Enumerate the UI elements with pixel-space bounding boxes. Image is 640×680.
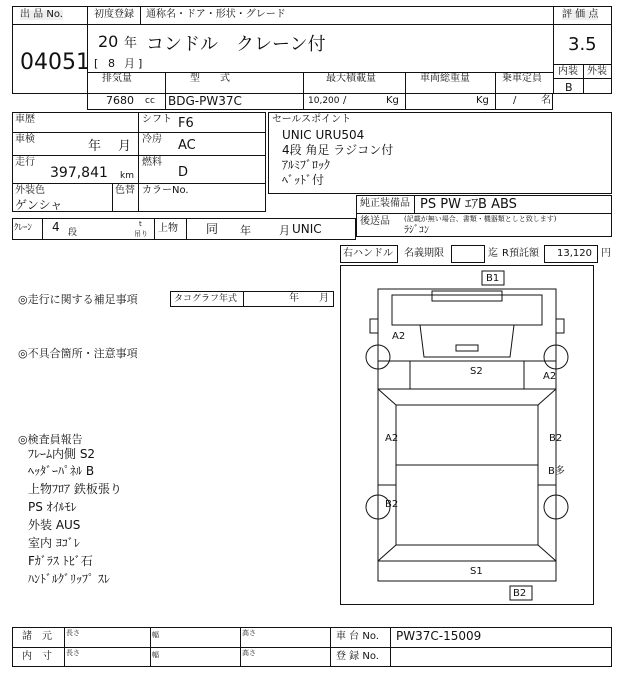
mount-year-unit: 年 [240,224,251,237]
body-corner-fr [538,389,556,405]
grade-divider [583,64,584,94]
gross-weight-unit: Kg [476,95,489,106]
details-block [12,112,266,212]
specs-top-line [87,72,553,73]
grade-label-line [553,78,612,79]
lot-label-line [12,24,87,25]
defects-label: ◎不具合箇所・注意事項 [18,347,138,360]
inspector-line-8: ﾊﾝﾄﾞﾙｸﾞﾘｯﾌﾟ ｽﾚ [28,572,110,586]
reg-label: 登 録 No. [336,651,379,662]
tacho-divider [243,291,244,307]
color-value: ゲンシャ [15,198,63,212]
front-bumper [392,295,542,325]
dims-width-label: 幅 [152,631,159,639]
damage-a2-right-front: A2 [543,371,557,382]
first-reg-year: 20 [98,32,119,51]
score-value: 3.5 [568,34,597,55]
crane-label: ｸﾚｰﾝ [14,223,33,233]
interior-grade: B [565,81,573,94]
crane-divider-1 [42,218,43,240]
crane-stage-unit: 段 [68,228,78,238]
aftermarket-note: (記載が無い場合、書類・機器類としと致します) [404,215,557,223]
damage-b2-rear: B2 [513,588,527,599]
specs-val-div-1 [165,94,166,110]
sent-label: 迄 [488,248,498,259]
footer-div-3 [240,627,241,667]
driving-notes-label: ◎走行に関する補足事項 [18,293,138,306]
inspector-line-4: PS ｵｲﾙﾓﾚ [28,500,77,514]
crane-divider-3 [186,218,187,240]
color-label: 外装色 [15,185,45,196]
inspector-line-3: 上物ﾌﾛｱ 鉄板張り [28,482,122,496]
genuine-label: 純正装備品 [360,198,410,209]
footer-div-5 [390,627,391,667]
aftermarket-label: 後送品 [360,216,390,227]
r-amount: 13,120 [557,248,592,259]
cargo-floor [396,405,538,545]
mirror-right [556,319,564,333]
crane-ton-unit: t [139,220,142,228]
damage-a2-left: A2 [385,433,399,444]
max-load-slash: / [343,95,347,106]
dims-height-label: 高さ [242,629,256,637]
damage-s2: S2 [470,366,483,377]
tacho-month-unit: 月 [319,293,329,304]
equipment-divider [414,195,415,213]
model-label: 通称名・ドア・形状・グレード [146,9,286,20]
name-change-label: 名義期限 [404,248,444,259]
specs-val-div-2 [303,94,304,110]
score-divider [553,6,554,94]
chassis-number: PW37C-15009 [396,629,482,643]
specs-div-2 [303,72,304,94]
model-code: BDG-PW37C [168,94,242,108]
capacity-unit: 名 [541,95,551,106]
lot-number: 04051 [20,50,90,75]
body-corner-rl [378,545,396,561]
r-label: R預託額 [502,248,539,259]
first-reg-month: 8 [108,57,115,70]
damage-b2-left: B2 [385,499,399,510]
first-reg-month-unit: 月 [124,57,135,70]
chassis-label: 車 台 No. [336,631,379,642]
inspector-line-7: Fｶﾞﾗｽ ﾄﾋﾞ石 [28,554,93,568]
exterior-grade-label: 外装 [587,66,607,77]
details-line-2 [12,155,266,156]
max-load-label: 最大積載量 [326,73,376,84]
rear-gate [378,561,556,581]
crane-maker: UNIC [292,222,322,236]
body-corner-rr [538,545,556,561]
cargo-body [378,389,556,561]
specs-value-row [87,94,553,110]
inspector-line-5: 外装 AUS [28,518,81,532]
mileage-unit: km [120,171,134,181]
interior-width-label: 幅 [152,651,159,659]
inspection-month-unit: 月 [118,139,132,154]
footer-mid-line [12,647,612,648]
damage-b1: B1 [486,273,500,284]
max-load-unit: Kg [386,95,399,106]
gross-weight-label: 車両総重量 [420,73,470,84]
ac-label: 冷房 [142,134,162,145]
history-label: 車歴 [15,114,35,125]
front-grille [432,291,502,301]
right-hand-label: 右ハンドル [343,248,393,259]
capacity-slash: / [513,95,517,106]
genuine-value: PS PW ｴｱB ABS [420,197,517,212]
inspector-line-1: ﾌﾚｰﾑ内側 S2 [28,447,96,461]
mount-same: 同 [206,222,219,236]
mileage-value: 397,841 [50,165,108,181]
specs-val-div-3 [405,94,406,110]
damage-s1: S1 [470,566,483,577]
first-reg-label: 初度登録 [94,9,134,20]
mileage-label: 走行 [15,157,35,168]
model-name: コンドル クレーン付 [146,34,326,55]
capacity-label: 乗車定員 [502,73,542,84]
sales-point-line-1: UNIC URU504 [282,128,365,142]
color-no-label-2: カラーNo. [142,185,189,196]
score-label-line [553,24,612,25]
specs-div-3 [405,72,406,94]
sales-point-line-4: ﾍﾞｯﾄﾞ付 [282,173,325,187]
specs-div-4 [495,72,496,94]
first-reg-divider [140,6,141,24]
name-change-box [451,245,485,263]
details-divider [138,112,139,212]
footer-div-1 [64,627,65,667]
inspector-report-label: ◎検査員報告 [18,433,83,446]
mount-month-unit: 月 [279,224,290,237]
color-no-divider [112,183,113,212]
tacho-label: タコグラフ年式 [174,294,238,304]
score-label: 評 価 点 [562,9,599,20]
shift-label: シフト [142,114,172,125]
specs-div-1 [165,72,166,94]
displacement-unit: cc [145,96,155,106]
details-line-1 [12,132,266,133]
windshield [420,325,514,357]
fuel-value: D [178,165,189,180]
crane-hang-unit: 吊り [134,230,148,238]
mount-label: 上物 [158,223,178,234]
damage-b-many: B多 [548,466,565,477]
specs-val-div-4 [495,94,496,110]
header-row-line [87,24,553,25]
max-load-value: 10,200 [308,96,340,106]
color-no-label: 色替 [115,185,135,196]
footer-div-2 [150,627,151,667]
inspection-label: 車検 [15,134,35,145]
sales-point-line-3: ｱﾙﾐﾌﾞﾛｯｸ [282,158,331,172]
equipment-line [356,213,612,214]
month-close: ] [138,57,143,70]
crane-stages: 4 [52,220,60,234]
sales-point-line-2: 4段 角足 ラジコン付 [282,143,394,157]
dims-label: 諸 元 [22,631,52,642]
inspector-line-6: 室内 ﾖｺﾞﾚ [28,536,80,550]
lot-label: 出 品 No. [20,9,63,20]
sales-points-label: セールスポイント [272,114,352,125]
month-open: [ [94,57,99,70]
damage-b2-right: B2 [549,433,563,444]
r-unit: 円 [601,248,611,259]
displacement-value: 7680 [106,94,134,107]
damage-a2-front-left: A2 [392,331,406,342]
details-line-3 [12,183,266,184]
interior-dims-label: 内 寸 [22,651,52,662]
interior-height-label: 高さ [242,649,256,657]
fuel-label: 燃料 [142,157,162,168]
shift-value: F6 [178,116,194,131]
steering-mark [456,345,478,351]
mirror-left [370,319,378,333]
interior-grade-label: 内装 [558,66,578,77]
interior-length-label: 長さ [66,649,80,657]
tacho-year-unit: 年 [289,293,299,304]
displacement-label: 排気量 [102,73,132,84]
footer-div-4 [330,627,331,667]
inspection-year-unit: 年 [88,139,102,154]
crane-divider-2 [154,218,155,240]
ac-value: AC [178,138,196,153]
model-code-label: 型 式 [190,73,230,84]
aftermarket-value: ﾗｼﾞｺﾝ [404,225,429,236]
dims-length-label: 長さ [66,629,80,637]
inspector-line-2: ﾍｯﾀﾞｰﾊﾟﾈﾙ B [28,464,95,478]
body-corner-fl [378,389,396,405]
first-reg-year-unit: 年 [124,36,138,51]
